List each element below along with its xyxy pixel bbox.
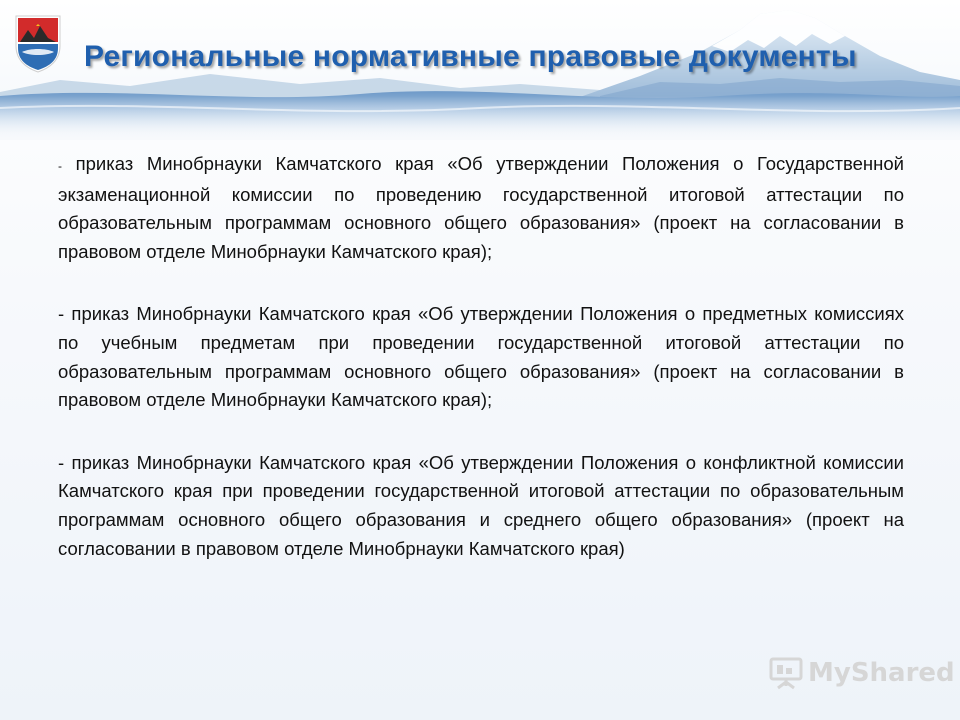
kamchatka-emblem-icon xyxy=(12,12,64,74)
paragraph-text: приказ Минобрнауки Камчатского края «Об утверждении Положения о конфликтной комиссии Камчатского края при проведении государственной итоговой аттестации по образовательным программам основного общего образования и среднего общего образования» (проект на согласовании в правовом отделе Минобрнауки Камчатского края) xyxy=(58,451,904,559)
list-dash: - xyxy=(58,303,65,325)
watermark-label: MyShared xyxy=(808,658,955,688)
list-dash: - xyxy=(58,159,62,173)
paragraph-text: приказ Минобрнауки Камчатского края «Об утверждении Положения о Государственной экзаменационной комиссии по проведению государственной итоговой аттестации по образовательным программам основного общего образования» (проект на согласовании в правовом отделе Минобрнауки Камчатского края); xyxy=(58,153,904,262)
paragraph-text: приказ Минобрнауки Камчатского края «Об утверждении Положения о предметных комиссиях по учебным предметам при проведении государственной итоговой аттестации по образовательным программам основного общего образования» (проект на согласовании в правовом отделе Минобрнауки Камчатского края); xyxy=(58,303,904,411)
paragraph-3 xyxy=(58,449,904,563)
page-title: Региональные нормативные правовые документы xyxy=(84,40,857,73)
header-banner xyxy=(0,0,960,140)
list-dash: - xyxy=(58,451,65,473)
paragraph-1 xyxy=(58,150,904,266)
paragraph-2 xyxy=(58,300,904,414)
myshared-watermark xyxy=(768,656,955,692)
presentation-board-icon xyxy=(768,656,804,690)
document-body xyxy=(58,150,904,597)
